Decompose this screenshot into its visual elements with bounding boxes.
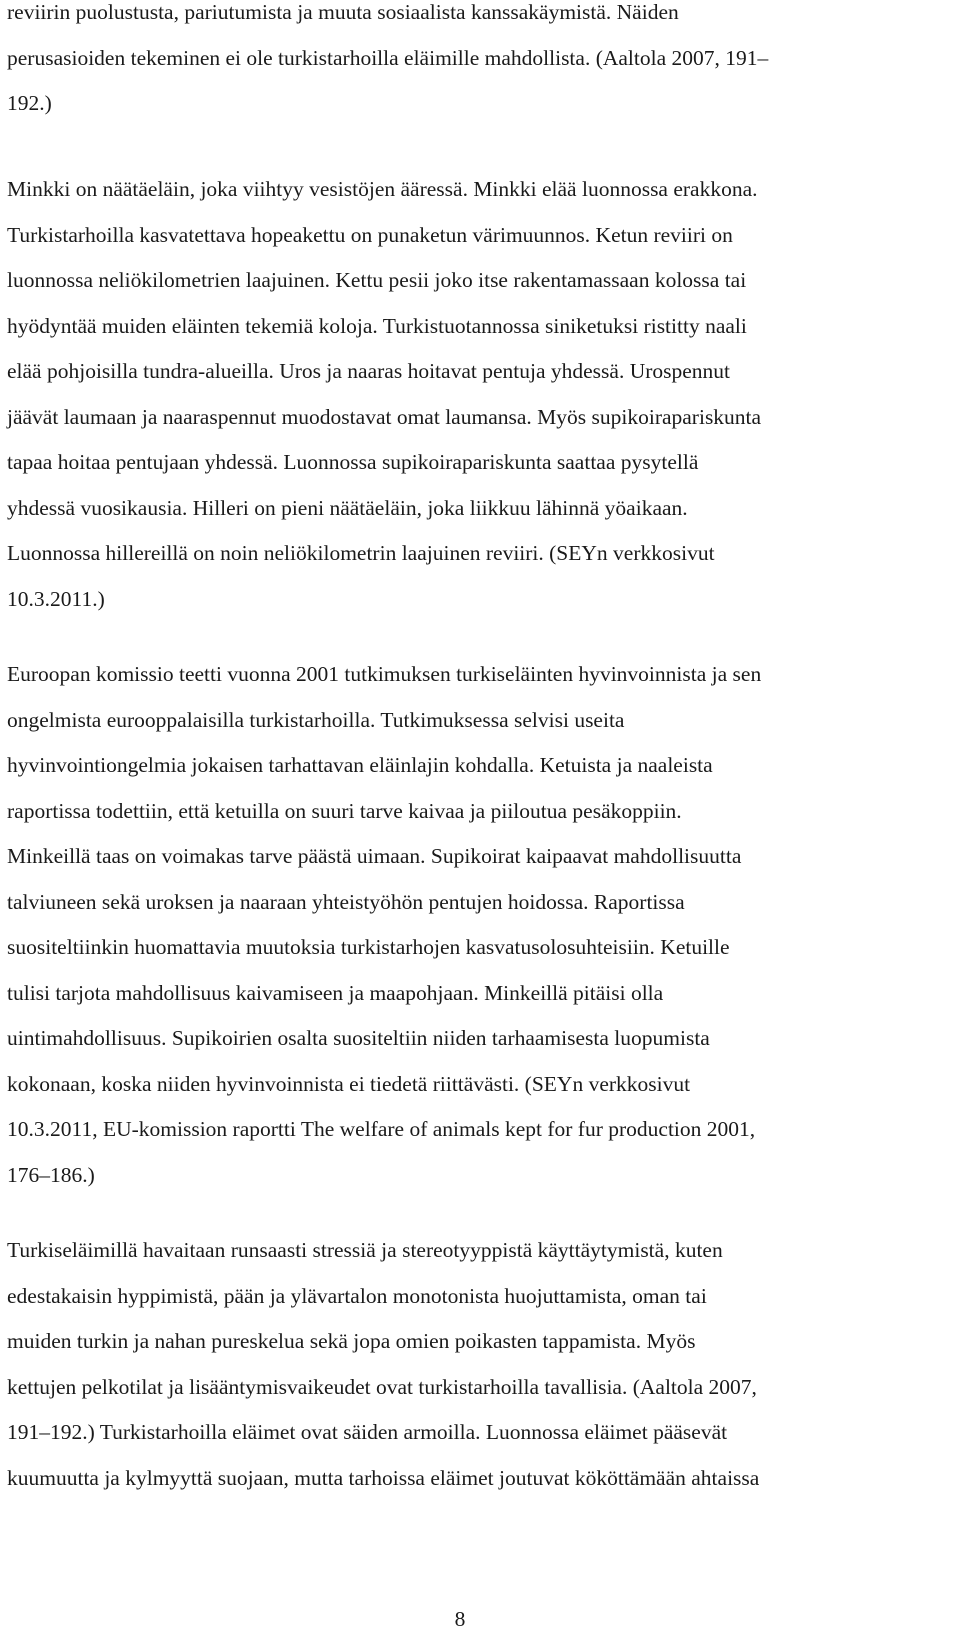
text-line: 176–186.) xyxy=(7,1162,95,1187)
text-line: 192.) xyxy=(7,91,52,115)
text-line: tulisi tarjota mahdollisuus kaivamiseen ja maapohjaan. Minkeillä pitäisi olla xyxy=(7,980,664,1005)
text-line: Minkeillä taas on voimakas tarve päästä uimaan. Supikoirat kaipaavat mahdollisuutta xyxy=(7,844,742,868)
text-line: raportissa todettiin, että ketuilla on suuri tarve kaivaa ja piiloutua pesäkoppiin. xyxy=(7,798,682,823)
text-line: muiden turkin ja nahan pureskelua sekä jopa omien poikasten tappamista. Myös xyxy=(7,1329,696,1353)
text-line: Luonnossa hillereillä on noin neliökilometrin laajuinen reviiri. (SEYn verkkosivut xyxy=(7,541,715,565)
page-number: 8 xyxy=(454,1607,466,1631)
text-line: kettujen pelkotilat ja lisääntymisvaikeudet ovat turkistarhoilla tavallisia. (Aaltola 2007, xyxy=(7,1374,757,1399)
text-line: perusasioiden tekeminen ei ole turkistarhoilla eläimille mahdollista. (Aaltola 2007, 191– xyxy=(7,45,769,70)
text-line: talviuneen sekä uroksen ja naaraan yhteistyöhön pentujen hoidossa. Raportissa xyxy=(7,889,685,914)
text-line: jäävät laumaan ja naaraspennut muodostavat omat laumansa. Myös supikoirapariskunta xyxy=(7,404,762,429)
paragraph-eu-study xyxy=(7,652,942,1198)
paragraph-stress-behaviour xyxy=(7,1228,942,1501)
text-line: elää pohjoisilla tundra-alueilla. Uros ja naaras hoitavat pentuja yhdessä. Urospennut xyxy=(7,359,731,383)
paragraph-territory xyxy=(7,0,942,127)
text-line: suositeltiinkin huomattavia muutoksia turkistarhojen kasvatusolosuhteisiin. Ketuille xyxy=(7,935,730,959)
paragraph-species xyxy=(7,167,942,622)
text-line: Turkiseläimillä havaitaan runsaasti stressiä ja stereotyyppistä käyttäytymistä, kuten xyxy=(7,1238,723,1262)
text-line: Minkki on näätäeläin, joka viihtyy vesistöjen ääressä. Minkki elää luonnossa erakkona. xyxy=(7,177,758,201)
text-line: edestakaisin hyppimistä, pään ja ylävartalon monotonista huojuttamista, oman tai xyxy=(7,1283,707,1308)
text-line: yhdessä vuosikausia. Hilleri on pieni näätäeläin, joka liikkuu lähinnä yöaikaan. xyxy=(7,495,688,520)
text-line: kokonaan, koska niiden hyvinvoinnista ei tiedetä riittävästi. (SEYn verkkosivut xyxy=(7,1071,691,1096)
text-line: Euroopan komissio teetti vuonna 2001 tutkimuksen turkiseläinten hyvinvoinnista ja sen xyxy=(7,662,762,686)
text-line: 10.3.2011.) xyxy=(7,586,105,611)
text-line: 10.3.2011, EU-komission raportti The welfare of animals kept for fur production 2001, xyxy=(7,1117,756,1141)
text-line: luonnossa neliökilometrien laajuinen. Kettu pesii joko itse rakentamassaan kolossa tai xyxy=(7,268,747,292)
text-line: Turkistarhoilla kasvatettava hopeakettu on punaketun värimuunnos. Ketun reviiri on xyxy=(7,222,733,247)
text-line: uintimahdollisuus. Supikoirien osalta suositeltiin niiden tarhaamisesta luopumista xyxy=(7,1026,710,1050)
text-line: ongelmista eurooppalaisilla turkistarhoilla. Tutkimuksessa selvisi useita xyxy=(7,707,625,732)
text-line: 191–192.) Turkistarhoilla eläimet ovat säiden armoilla. Luonnossa eläimet pääsevät xyxy=(7,1420,728,1444)
text-line: reviirin puolustusta, pariutumista ja muuta sosiaalista kanssakäymistä. Näiden xyxy=(7,0,679,24)
text-line: hyvinvointiongelmia jokaisen tarhattavan eläinlajin kohdalla. Ketuista ja naaleista xyxy=(7,753,713,777)
text-line: kuumuutta ja kylmyyttä suojaan, mutta tarhoissa eläimet joutuvat kököttämään ahtaissa xyxy=(7,1465,760,1490)
text-line: hyödyntää muiden eläinten tekemiä koloja. Turkistuotannossa siniketuksi ristitty naali xyxy=(7,313,747,338)
text-line: tapaa hoitaa pentujaan yhdessä. Luonnossa supikoirapariskunta saattaa pysytellä xyxy=(7,450,699,474)
